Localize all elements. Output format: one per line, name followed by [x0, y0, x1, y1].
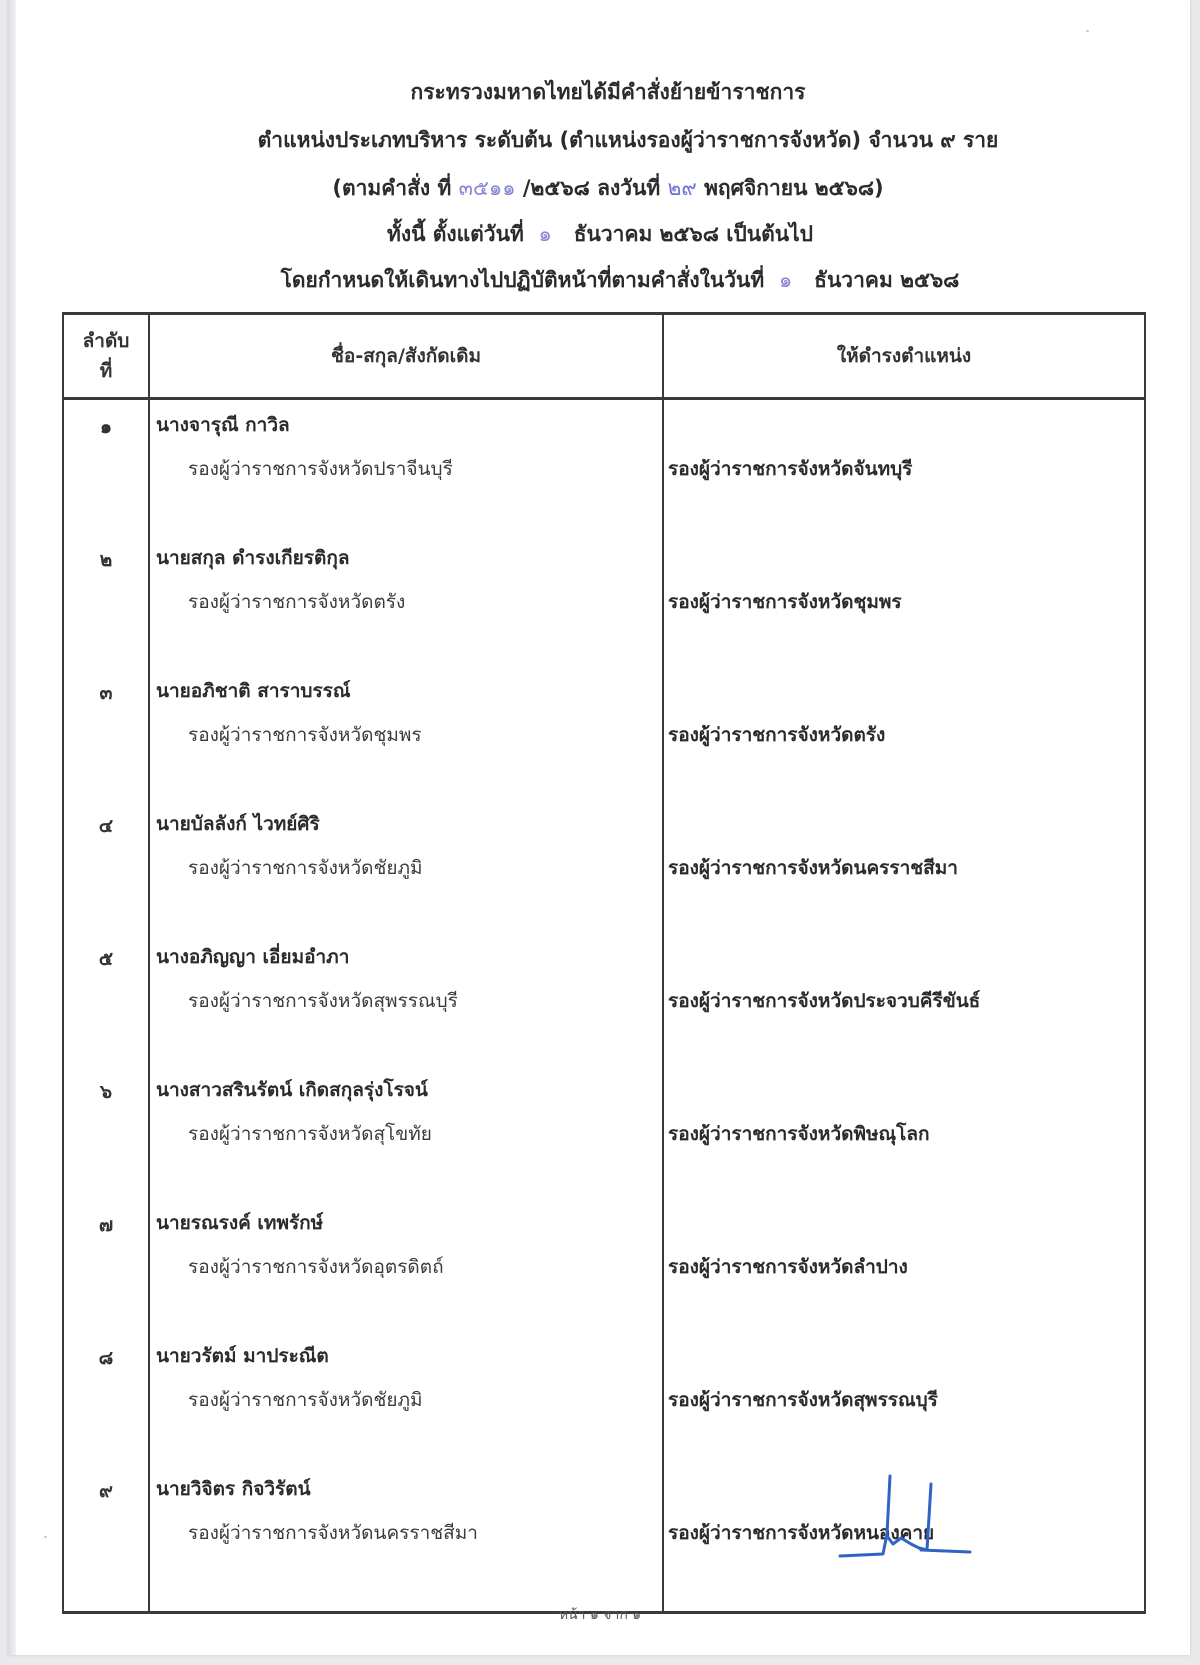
row-number: ๒ — [63, 533, 149, 666]
name-cell — [149, 1331, 663, 1464]
new-position: รองผู้ว่าราชการจังหวัดประจวบคีรีขันธ์ — [668, 990, 981, 1012]
original-position: รองผู้ว่าราชการจังหวัดตรัง — [188, 591, 406, 613]
new-position: รองผู้ว่าราชการจังหวัดชุมพร — [668, 591, 902, 613]
new-position: รองผู้ว่าราชการจังหวัดตรัง — [668, 724, 886, 746]
new-position-cell — [663, 1065, 1145, 1198]
effective-prefix: ทั้งนี้ ตั้งแต่วันที่ — [386, 222, 539, 246]
name-cell — [149, 1464, 663, 1613]
row-number: ๓ — [63, 666, 149, 799]
official-name: นางสาวสรินรัตน์ เกิดสกุลรุ่งโรจน์ — [156, 1079, 428, 1101]
new-position-cell — [663, 399, 1145, 534]
name-cell — [149, 1198, 663, 1331]
original-position: รองผู้ว่าราชการจังหวัดสุโขทัย — [188, 1123, 432, 1145]
new-position: รองผู้ว่าราชการจังหวัดจันทบุรี — [668, 458, 913, 480]
row-number: ๑ — [63, 399, 149, 534]
table-row — [63, 533, 1145, 666]
order-ref-prefix: (ตามคำสั่ง ที่ — [332, 176, 459, 200]
row-number: ๘ — [63, 1331, 149, 1464]
new-position: รองผู้ว่าราชการจังหวัดหนองคาย — [668, 1522, 935, 1544]
table-row — [63, 932, 1145, 1065]
name-cell — [149, 1065, 663, 1198]
effective-date-line — [0, 218, 1200, 251]
table-row — [63, 1331, 1145, 1464]
official-name: นายบัลลังก์ ไวทย์ศิริ — [156, 813, 320, 835]
new-position-cell — [663, 533, 1145, 666]
order-reference — [8, 172, 1200, 205]
original-position: รองผู้ว่าราชการจังหวัดชัยภูมิ — [188, 857, 423, 879]
original-position: รองผู้ว่าราชการจังหวัดนครราชสีมา — [188, 1522, 478, 1544]
row-number: ๔ — [63, 799, 149, 932]
name-cell — [149, 399, 663, 534]
original-position: รองผู้ว่าราชการจังหวัดอุตรดิตถ์ — [188, 1256, 444, 1278]
official-name: นายวรัตม์ มาประณีต — [156, 1345, 329, 1367]
effective-day-handwritten: ๑ — [538, 222, 552, 246]
effective-suffix: ธันวาคม ๒๕๖๘ เป็นต้นไป — [551, 222, 813, 246]
new-position: รองผู้ว่าราชการจังหวัดนครราชสีมา — [668, 857, 958, 879]
name-cell — [149, 932, 663, 1065]
original-position: รองผู้ว่าราชการจังหวัดสุพรรณบุรี — [188, 990, 458, 1012]
order-day-handwritten: ๒๙ — [667, 176, 697, 200]
new-position-cell — [663, 799, 1145, 932]
name-cell — [149, 799, 663, 932]
travel-suffix: ธันวาคม ๒๕๖๘ — [792, 268, 960, 292]
row-number: ๗ — [63, 1198, 149, 1331]
original-position: รองผู้ว่าราชการจังหวัดชุมพร — [188, 724, 422, 746]
table-row — [63, 1198, 1145, 1331]
header-new-position: ให้ดำรงตำแหน่ง — [663, 314, 1145, 399]
title-line-2: ตำแหน่งประเภทบริหาร ระดับต้น (ตำแหน่งรองผู้ว่าราชการจังหวัด) จำนวน ๙ ราย — [257, 128, 999, 152]
new-position-cell — [663, 1198, 1145, 1331]
order-ref-suffix: พฤศจิกายน ๒๕๖๘) — [696, 176, 884, 200]
table-header-row — [63, 314, 1145, 399]
row-number: ๕ — [63, 932, 149, 1065]
official-name: นางอภิญญา เอี่ยมอำภา — [156, 946, 350, 968]
table-row — [63, 399, 1145, 534]
travel-prefix: โดยกำหนดให้เดินทางไปปฏิบัติหน้าที่ตามคำสั่งในวันที่ — [280, 268, 779, 292]
new-position: รองผู้ว่าราชการจังหวัดสุพรรณบุรี — [668, 1389, 938, 1411]
signature-mark — [835, 1474, 985, 1564]
header-name-original: ชื่อ-สกุล/สังกัดเดิม — [149, 314, 663, 399]
name-cell — [149, 666, 663, 799]
official-name: นายอภิชาติ สาราบรรณ์ — [156, 680, 351, 702]
title-line-1: กระทรวงมหาดไทยได้มีคำสั่งย้ายข้าราชการ — [410, 80, 806, 104]
official-name: นายวิจิตร กิจวิรัตน์ — [156, 1478, 311, 1500]
official-name: นายสกุล ดำรงเกียรติกุล — [156, 547, 350, 569]
new-position-cell — [663, 666, 1145, 799]
travel-day-handwritten: ๑ — [778, 268, 793, 292]
scan-speck — [44, 1536, 47, 1538]
new-position-cell — [663, 1331, 1145, 1464]
new-position-cell — [663, 932, 1145, 1065]
table-row — [63, 666, 1145, 799]
original-position: รองผู้ว่าราชการจังหวัดชัยภูมิ — [188, 1389, 423, 1411]
row-number: ๖ — [63, 1065, 149, 1198]
official-name: นางจารุณี กาวิล — [156, 414, 290, 436]
new-position: รองผู้ว่าราชการจังหวัดลำปาง — [668, 1256, 908, 1278]
name-cell — [149, 533, 663, 666]
new-position: รองผู้ว่าราชการจังหวัดพิษณุโลก — [668, 1123, 930, 1145]
transfer-table — [62, 312, 1146, 1614]
travel-date-line — [20, 264, 1200, 297]
header-order-no: ลำดับ ที่ — [63, 314, 149, 399]
order-ref-year: /๒๕๖๘ ลงวันที่ — [515, 176, 668, 200]
official-name: นายรณรงค์ เทพรักษ์ — [156, 1212, 324, 1234]
table-row — [63, 1065, 1145, 1198]
original-position: รองผู้ว่าราชการจังหวัดปราจีนบุรี — [188, 458, 453, 480]
order-number-handwritten: ๓๕๑๑ — [458, 176, 516, 200]
table-row — [63, 799, 1145, 932]
row-number: ๙ — [63, 1464, 149, 1613]
page-number: หน้า ๑ จาก ๑ — [558, 1607, 642, 1623]
